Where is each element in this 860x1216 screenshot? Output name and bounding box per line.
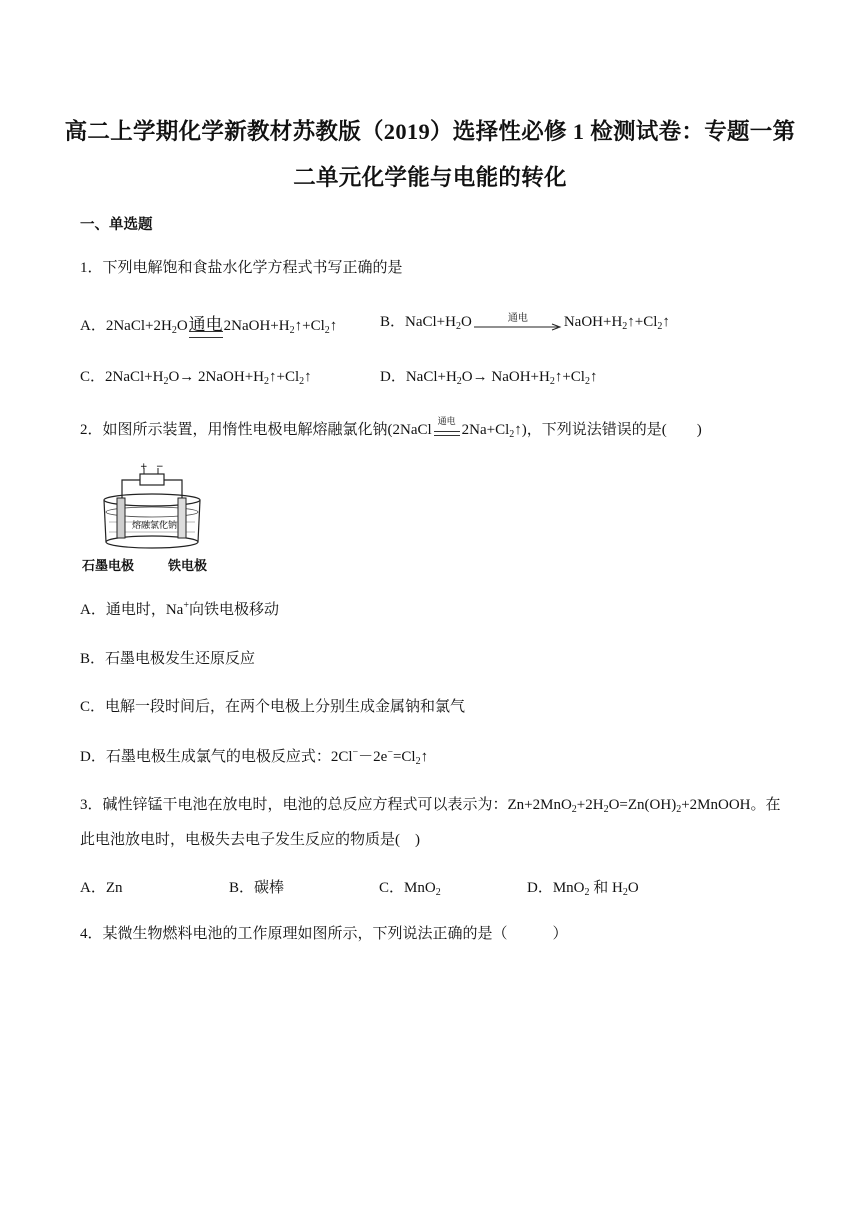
electrolysis-cell-diagram xyxy=(84,462,216,552)
right-wire xyxy=(164,480,182,500)
document-title-line-2: 二单元化学能与电能的转化 xyxy=(293,165,567,190)
iron-electrode-shape xyxy=(178,498,186,538)
question-2-option-a: A．通电时，Na+向铁电极移动 xyxy=(80,600,279,618)
electrolysis-condition-equals: 通电 xyxy=(189,310,223,335)
iron-electrode-label: 铁电极 xyxy=(168,559,208,574)
question-2-option-b: B．石墨电极发生还原反应 xyxy=(80,651,256,667)
question-3-stem-line-2: 此电池放电时，电极失去电子发生反应的物质是( ) xyxy=(80,832,420,848)
electrolysis-condition-equals-small: 通电 xyxy=(432,423,462,439)
battery-shape xyxy=(140,474,164,485)
graphite-electrode-label: 石墨电极 xyxy=(82,559,135,574)
question-1-option-a: A．$2NaCl+2H_2O$通电 $2NaOH+H_2↑+Cl_2↑$ xyxy=(80,310,337,336)
electrolysis-apparatus-figure xyxy=(84,462,216,574)
question-1-stem: 1．下列电解饱和食盐水化学方程式书写正确的是 xyxy=(80,260,403,276)
question-3-option-d: D．MnO$_2$ 和 $H_2O$ xyxy=(527,880,639,898)
question-2-option-c: C．电解一段时间后，在两个电极上分别生成金属钠和氯气 xyxy=(80,699,466,715)
minus-terminal: − xyxy=(156,462,164,472)
question-3-option-c: C．MnO$_2$ xyxy=(379,880,441,898)
plus-terminal: + xyxy=(140,462,148,472)
graphite-electrode-shape xyxy=(117,498,125,538)
question-3-option-b: B．碳棒 xyxy=(229,880,285,896)
section-heading: 一、单选题 xyxy=(80,217,153,233)
left-wire xyxy=(122,480,140,500)
question-1-option-c: C．$2NaCl+H_2O\to$ $2NaOH+H_2↑+Cl_2↑$ xyxy=(80,369,312,387)
electrolysis-condition-arrow: 通电 xyxy=(472,315,564,331)
document-title-line-1: 高二上学期化学新教材苏教版（2019）选择性必修 1 检测试卷：专题一第 xyxy=(64,119,796,144)
question-1-option-d: D．$NaCl+H_2O\to$ $NaOH+H_2↑+Cl_2↑$ xyxy=(380,369,598,387)
question-2-option-d: D．石墨电极生成氯气的电极反应式：$2Cl^--2e^-=Cl_2↑$ xyxy=(80,747,429,767)
question-4-stem: 4．某微生物燃料电池的工作原理如图所示，下列说法正确的是（ ） xyxy=(80,926,568,942)
question-1-option-b: B．$NaCl+H_2O$ 通电 $NaOH+H_2↑+Cl_2↑$ xyxy=(380,312,670,332)
question-3-stem-line-1: 3．碱性锌锰干电池在放电时，电池的总反应方程式可以表示为：$Zn+2MnO_2+2H_2O=Zn(OH)_2+2MnOOH$。在 xyxy=(80,797,781,815)
molten-nacl-label: 熔融氯化钠 xyxy=(132,521,178,531)
question-3-option-a: A．Zn xyxy=(80,880,123,896)
question-2-stem: 2．如图所示装置，用惰性电极电解熔融氯化钠(2NaCl 通电 $2Na+Cl_2↑$)，下列说法错误的是( ) xyxy=(80,415,702,440)
